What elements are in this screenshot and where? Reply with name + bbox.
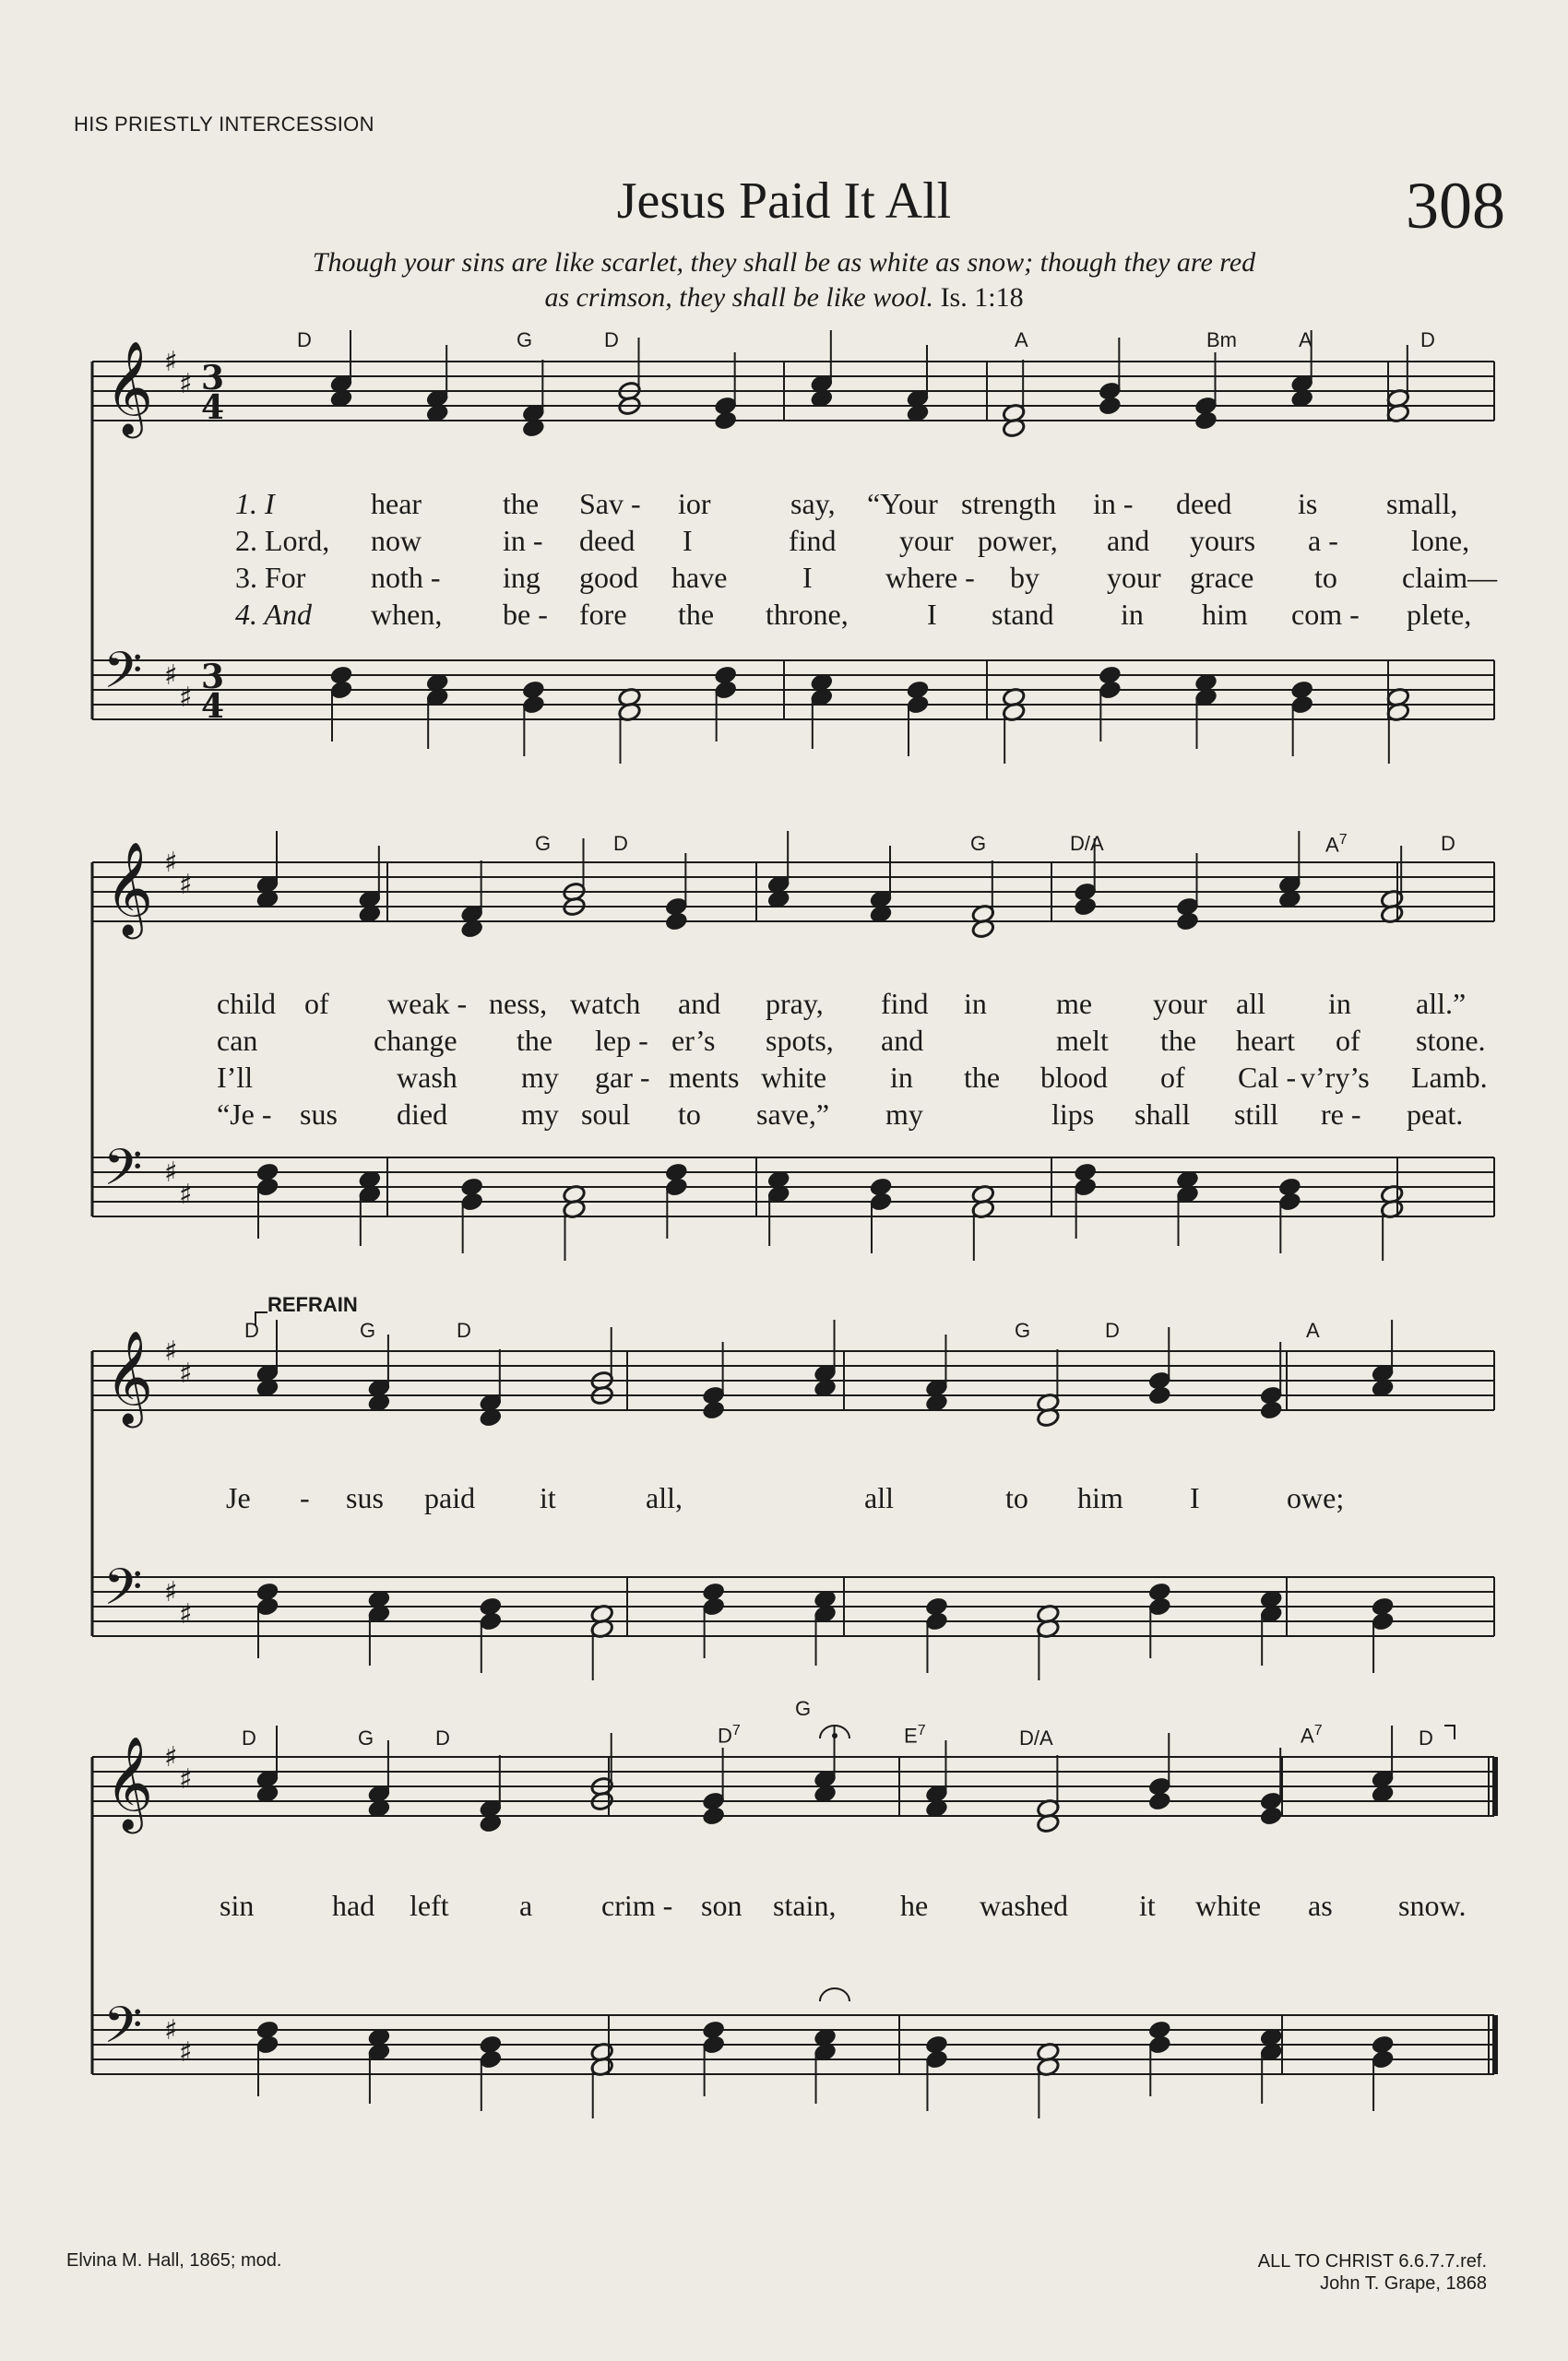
lyric-syllable: all xyxy=(864,1481,894,1514)
treble-notehead xyxy=(1259,1400,1283,1421)
lyric-syllable: save,” xyxy=(756,1097,830,1131)
lyric-syllable: in - xyxy=(503,524,543,557)
chord-symbol: D xyxy=(244,1319,259,1342)
refrain-label: REFRAIN xyxy=(267,1293,358,1316)
lyric-syllable: I xyxy=(683,524,693,557)
lyric-syllable: peat. xyxy=(1407,1097,1464,1131)
treble-notehead xyxy=(1175,911,1199,932)
lyric-syllable: your xyxy=(1107,561,1161,594)
chord-symbol: D xyxy=(604,328,619,351)
lyric-syllable: white xyxy=(1195,1889,1262,1922)
lyric-syllable: heart xyxy=(1236,1024,1295,1057)
lyric-syllable: snow. xyxy=(1398,1889,1467,1922)
lyric-syllable: all.” xyxy=(1416,987,1467,1020)
lyric-syllable: a xyxy=(519,1889,533,1922)
chord-symbol: D xyxy=(435,1726,450,1750)
chord-symbol: $E^7$ xyxy=(904,1723,926,1748)
treble-notehead xyxy=(714,410,738,432)
sharp-icon: ♯ xyxy=(179,1598,193,1631)
lyric-syllable: still xyxy=(1234,1097,1279,1131)
treble-notehead xyxy=(664,911,688,932)
lyric-syllable: is xyxy=(1298,487,1318,520)
lyric-syllable: 3. For xyxy=(235,561,306,594)
lyric-syllable: blood xyxy=(1040,1061,1108,1094)
lyric-syllable: in xyxy=(1121,598,1144,631)
treble-notehead xyxy=(1147,1791,1171,1812)
lyric-syllable: yours xyxy=(1190,524,1256,557)
lyric-syllable: when, xyxy=(371,598,443,631)
lyric-syllable: left xyxy=(410,1889,449,1922)
lyric-syllable: ness, xyxy=(489,987,548,1020)
treble-notehead xyxy=(1147,1385,1171,1406)
lyric-syllable: of xyxy=(1160,1061,1185,1094)
chord-symbol: G xyxy=(795,1697,812,1720)
lyric-syllable: crim - xyxy=(601,1889,673,1922)
lyric-syllable: me xyxy=(1056,987,1093,1020)
scripture-line-2: as crimson, they shall be like wool. xyxy=(544,282,934,313)
hymn-title: Jesus Paid It All xyxy=(616,172,952,230)
fermata-icon xyxy=(820,1988,849,2001)
lyric-syllable: the xyxy=(517,1024,553,1057)
lyric-syllable: child xyxy=(217,987,276,1020)
scripture-line-1: Though your sins are like scarlet, they shall be as white as snow; though they are red xyxy=(312,247,1256,278)
lyric-syllable: and xyxy=(881,1024,924,1057)
lyric-syllable: lips xyxy=(1051,1097,1095,1131)
lyric-syllable: sus xyxy=(300,1097,338,1131)
lyric-syllable: hear xyxy=(371,487,422,520)
lyric-syllable: lep - xyxy=(595,1024,648,1057)
lyric-syllable: owe; xyxy=(1287,1481,1345,1514)
lyric-syllable: 4. And xyxy=(235,598,312,631)
lyric-syllable: he xyxy=(900,1889,929,1922)
lyric-syllable: find xyxy=(789,524,837,557)
lyric-syllable: died xyxy=(397,1097,448,1131)
lyric-syllable: wash xyxy=(397,1061,457,1094)
lyric-syllable: the xyxy=(503,487,540,520)
lyric-syllable: say, xyxy=(790,487,836,520)
lyric-syllable: lone, xyxy=(1411,524,1470,557)
chord-symbol: G xyxy=(358,1726,374,1750)
lyric-syllable: the xyxy=(1160,1024,1197,1057)
treble-clef-icon: 𝄞 xyxy=(105,339,154,434)
treble-notehead xyxy=(1194,410,1218,432)
tune-composer: John T. Grape, 1868 xyxy=(1320,2273,1487,2294)
lyric-syllable: all xyxy=(1236,987,1265,1020)
text-attribution: Elvina M. Hall, 1865; mod. xyxy=(66,2250,282,2271)
lyric-syllable: com - xyxy=(1291,598,1360,631)
sharp-icon: ♯ xyxy=(164,346,178,378)
lyric-syllable: the xyxy=(678,598,715,631)
sharp-icon: ♯ xyxy=(164,1335,178,1368)
lyric-syllable: stain, xyxy=(773,1889,837,1922)
lyric-syllable: stand xyxy=(992,598,1054,631)
lyric-syllable: pray, xyxy=(766,987,824,1020)
lyric-syllable: spots, xyxy=(766,1024,834,1057)
sharp-icon: ♯ xyxy=(164,1576,178,1608)
lyric-syllable: deed xyxy=(1176,487,1232,520)
lyric-syllable: in xyxy=(890,1061,913,1094)
lyric-syllable: of xyxy=(304,987,329,1020)
refrain-end-bracket xyxy=(1444,1725,1455,1739)
lyric-syllable: noth - xyxy=(371,561,441,594)
lyric-syllable: weak - xyxy=(387,987,468,1020)
bass-clef-icon: 𝄢 xyxy=(103,1996,143,2067)
lyric-syllable: stone. xyxy=(1416,1024,1486,1057)
lyric-syllable: I’ll xyxy=(217,1061,254,1094)
lyric-syllable: the xyxy=(964,1061,1001,1094)
lyric-syllable: Lamb. xyxy=(1411,1061,1488,1094)
chord-symbol: G xyxy=(970,832,987,855)
final-bar-thick xyxy=(1492,1757,1498,1816)
treble-clef-icon: 𝄞 xyxy=(105,1329,154,1424)
chord-symbol: D xyxy=(613,832,628,855)
lyric-syllable: “Your xyxy=(867,487,938,520)
treble-clef-icon: 𝄞 xyxy=(105,840,154,935)
lyric-syllable: sus xyxy=(346,1481,384,1514)
sharp-icon: ♯ xyxy=(179,682,193,714)
lyric-syllable: Cal - xyxy=(1238,1061,1297,1094)
lyric-syllable: by xyxy=(1010,561,1039,594)
fermata-dot xyxy=(832,1733,837,1738)
treble-clef-icon: 𝄞 xyxy=(105,1735,154,1830)
chord-symbol: D xyxy=(1105,1319,1120,1342)
tune-attribution xyxy=(1258,2250,1487,2295)
sharp-icon: ♯ xyxy=(164,1157,178,1189)
lyric-syllable: I xyxy=(802,561,813,594)
chord-symbol: A xyxy=(1306,1319,1320,1342)
lyric-syllable: sin xyxy=(220,1889,255,1922)
lyric-syllable: can xyxy=(217,1024,258,1057)
sharp-icon: ♯ xyxy=(179,2036,193,2069)
lyric-syllable: in - xyxy=(1093,487,1134,520)
time-signature-numerator: 3 xyxy=(201,658,225,696)
sharp-icon: ♯ xyxy=(164,847,178,879)
lyric-syllable: to xyxy=(1005,1481,1028,1514)
lyric-syllable: where - xyxy=(885,561,975,594)
treble-notehead xyxy=(1074,896,1098,918)
treble-notehead xyxy=(1259,1806,1283,1827)
sharp-icon: ♯ xyxy=(179,869,193,901)
chord-symbol: $A^7$ xyxy=(1325,832,1348,857)
chord-symbol: Bm xyxy=(1206,328,1237,351)
chord-symbol: G xyxy=(1015,1319,1031,1342)
sharp-icon: ♯ xyxy=(179,1763,193,1796)
section-header: HIS PRIESTLY INTERCESSION xyxy=(74,113,374,136)
lyric-syllable: “Je - xyxy=(217,1097,272,1131)
chord-symbol: D xyxy=(297,328,312,351)
lyric-syllable: power, xyxy=(978,524,1058,557)
sharp-icon: ♯ xyxy=(179,1358,193,1390)
lyric-syllable: in xyxy=(1328,987,1351,1020)
chord-symbol: D xyxy=(1441,832,1455,855)
lyric-syllable: white xyxy=(761,1061,827,1094)
lyric-syllable: Sav - xyxy=(579,487,641,520)
lyric-syllable: it xyxy=(1139,1889,1156,1922)
lyric-syllable: your xyxy=(1153,987,1207,1020)
lyric-syllable: paid xyxy=(424,1481,476,1514)
chord-symbol: A xyxy=(1015,328,1028,351)
chord-symbol: D/A xyxy=(1019,1726,1053,1750)
lyric-syllable: deed xyxy=(579,524,636,557)
lyric-syllable: er’s xyxy=(671,1024,716,1057)
lyric-syllable: Je xyxy=(226,1481,251,1514)
lyric-syllable: watch xyxy=(570,987,641,1020)
lyric-syllable: now xyxy=(371,524,422,557)
lyric-syllable: as xyxy=(1308,1889,1333,1922)
lyric-syllable: it xyxy=(540,1481,556,1514)
chord-symbol: D xyxy=(1420,328,1435,351)
lyric-syllable: claim— xyxy=(1402,561,1498,594)
sharp-icon: ♯ xyxy=(164,659,178,692)
bass-clef-icon: 𝄢 xyxy=(103,641,143,712)
time-signature-numerator: 3 xyxy=(201,359,225,397)
chord-symbol: D xyxy=(242,1726,256,1750)
lyric-syllable: grace xyxy=(1190,561,1254,594)
chord-symbol: D/A xyxy=(1070,832,1104,855)
chord-symbol: $A^7$ xyxy=(1301,1723,1323,1748)
lyric-syllable: strength xyxy=(961,487,1057,520)
lyric-syllable: 1. I xyxy=(235,487,275,520)
lyric-syllable: have xyxy=(671,561,728,594)
lyric-syllable: ing xyxy=(503,561,540,594)
lyric-syllable: 2. Lord, xyxy=(235,524,330,557)
chord-symbol: $D^7$ xyxy=(718,1723,741,1748)
scripture-reference: Is. 1:18 xyxy=(940,282,1024,313)
lyric-syllable: find xyxy=(881,987,929,1020)
lyric-syllable: throne, xyxy=(766,598,849,631)
sharp-icon: ♯ xyxy=(179,368,193,400)
sharp-icon: ♯ xyxy=(164,2014,178,2047)
chord-symbol: D xyxy=(1419,1726,1433,1750)
lyric-syllable: change xyxy=(374,1024,457,1057)
lyric-syllable: I xyxy=(927,598,937,631)
lyric-syllable: plete, xyxy=(1407,598,1472,631)
tune-name: ALL TO CHRIST 6.6.7.7.ref. xyxy=(1257,2251,1487,2272)
lyric-syllable: in xyxy=(964,987,987,1020)
lyric-syllable: and xyxy=(678,987,721,1020)
lyric-syllable: my xyxy=(885,1097,923,1131)
sharp-icon: ♯ xyxy=(179,1179,193,1211)
lyric-syllable: re - xyxy=(1321,1097,1361,1131)
treble-notehead xyxy=(702,1400,726,1421)
lyric-syllable: a - xyxy=(1308,524,1338,557)
chord-symbol: G xyxy=(535,832,552,855)
treble-notehead xyxy=(1098,396,1122,417)
lyric-syllable: good xyxy=(579,561,638,594)
sharp-icon: ♯ xyxy=(164,1741,178,1774)
lyric-syllable: my xyxy=(521,1061,559,1094)
lyric-syllable: I xyxy=(1190,1481,1200,1514)
lyric-syllable: and xyxy=(1107,524,1150,557)
lyric-syllable: of xyxy=(1336,1024,1360,1057)
lyric-syllable: to xyxy=(1314,561,1337,594)
lyric-syllable: - xyxy=(300,1481,310,1514)
lyric-syllable: be - xyxy=(503,598,548,631)
time-signature-denominator: 4 xyxy=(201,687,225,726)
lyric-syllable: v’ry’s xyxy=(1301,1061,1370,1094)
time-signature-denominator: 4 xyxy=(201,388,225,427)
chord-symbol: G xyxy=(360,1319,376,1342)
lyric-syllable: ments xyxy=(669,1061,740,1094)
lyric-syllable: gar - xyxy=(595,1061,650,1094)
bass-clef-icon: 𝄢 xyxy=(103,1138,143,1209)
lyric-syllable: small, xyxy=(1386,487,1458,520)
lyric-syllable: soul xyxy=(581,1097,631,1131)
lyric-syllable: your xyxy=(899,524,954,557)
treble-notehead xyxy=(702,1806,726,1827)
lyric-syllable: all, xyxy=(646,1481,683,1514)
final-bar-thick xyxy=(1492,2015,1498,2074)
lyric-syllable: shall xyxy=(1134,1097,1191,1131)
lyric-syllable: to xyxy=(678,1097,701,1131)
lyric-syllable: ior xyxy=(678,487,711,520)
lyric-syllable: my xyxy=(521,1097,559,1131)
chord-symbol: A xyxy=(1299,328,1313,351)
chord-symbol: D xyxy=(457,1319,471,1342)
lyric-syllable: fore xyxy=(579,598,627,631)
lyric-syllable: him xyxy=(1202,598,1248,631)
bass-clef-icon: 𝄢 xyxy=(103,1558,143,1629)
lyric-syllable: him xyxy=(1077,1481,1123,1514)
lyric-syllable: had xyxy=(332,1889,375,1922)
lyric-syllable: melt xyxy=(1056,1024,1109,1057)
chord-symbol: G xyxy=(517,328,533,351)
lyric-syllable: son xyxy=(701,1889,742,1922)
lyric-syllable: washed xyxy=(980,1889,1068,1922)
hymn-number: 308 xyxy=(1406,169,1505,243)
